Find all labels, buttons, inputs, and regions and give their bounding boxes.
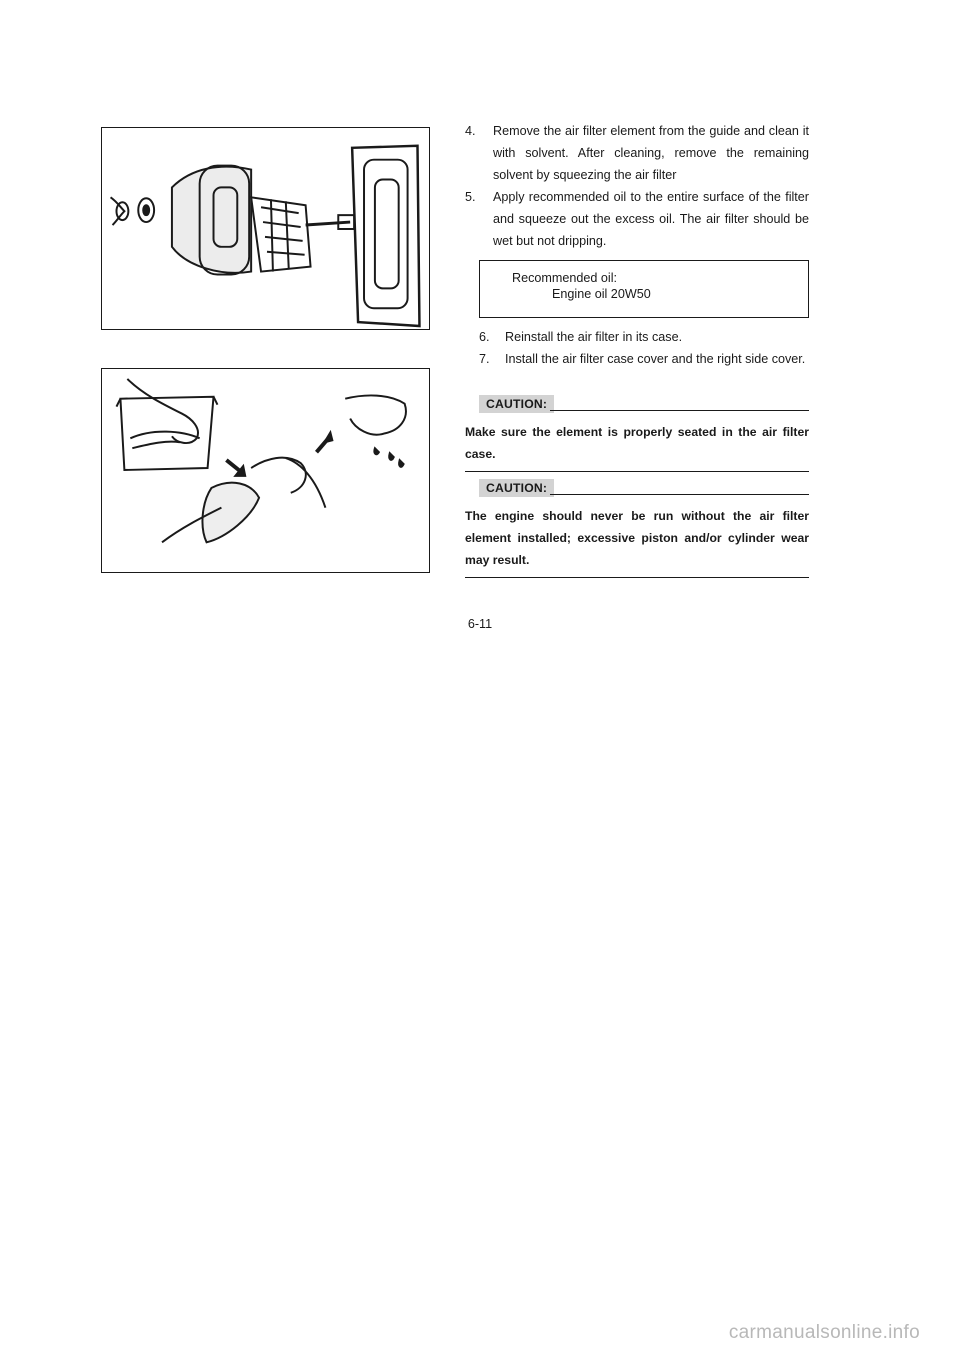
- caution-end-rule: [465, 471, 809, 472]
- step-text: Install the air filter case cover and the right side cover.: [505, 352, 806, 366]
- step-text: Remove the air filter element from the guide and clean it with solvent. After cleaning, remove the remaining solvent by squeezing the air filter: [493, 124, 809, 182]
- air-filter-exploded-drawing: [102, 128, 429, 329]
- caution-header: [465, 479, 809, 499]
- caution-header: [465, 395, 809, 415]
- caution-label: CAUTION:: [479, 479, 554, 497]
- caution-label: CAUTION:: [479, 395, 554, 413]
- step-6: [479, 326, 819, 348]
- caution-rule: [550, 410, 809, 411]
- spec-label: Recommended oil:: [512, 271, 617, 285]
- caution-block: [465, 479, 809, 578]
- step-text: Reinstall the air filter in its case.: [505, 330, 683, 344]
- steps-list-a: [465, 120, 809, 252]
- step-text: Apply recommended oil to the entire surface of the filter and squeeze out the excess oil. The air filter should be wet but not dripping.: [493, 190, 809, 248]
- caution-text: Make sure the element is properly seated in the air filter case.: [465, 425, 809, 461]
- caution-block: [465, 395, 809, 472]
- step-7: [479, 348, 819, 370]
- recommended-oil-box: [479, 260, 809, 318]
- spec-value: Engine oil 20W50: [552, 287, 651, 301]
- step-5: [465, 186, 809, 252]
- steps-list-b: [479, 326, 819, 370]
- filter-cleaning-figure: [101, 368, 430, 573]
- caution-text: The engine should never be run without the air filter element installed; excessive piston and/or cylinder wear may result.: [465, 509, 809, 567]
- caution-end-rule: [465, 577, 809, 578]
- page-number: 6-11: [467, 617, 493, 631]
- step-number: 7.: [479, 352, 490, 366]
- caution-rule: [550, 494, 809, 495]
- air-filter-exploded-figure: [101, 127, 430, 330]
- watermark: carmanualsonline.info: [728, 1322, 920, 1343]
- filter-cleaning-drawing: [102, 369, 429, 572]
- step-number: 6.: [479, 330, 490, 344]
- step-number: 4.: [465, 124, 476, 138]
- step-number: 5.: [465, 190, 476, 204]
- step-4: [465, 120, 809, 186]
